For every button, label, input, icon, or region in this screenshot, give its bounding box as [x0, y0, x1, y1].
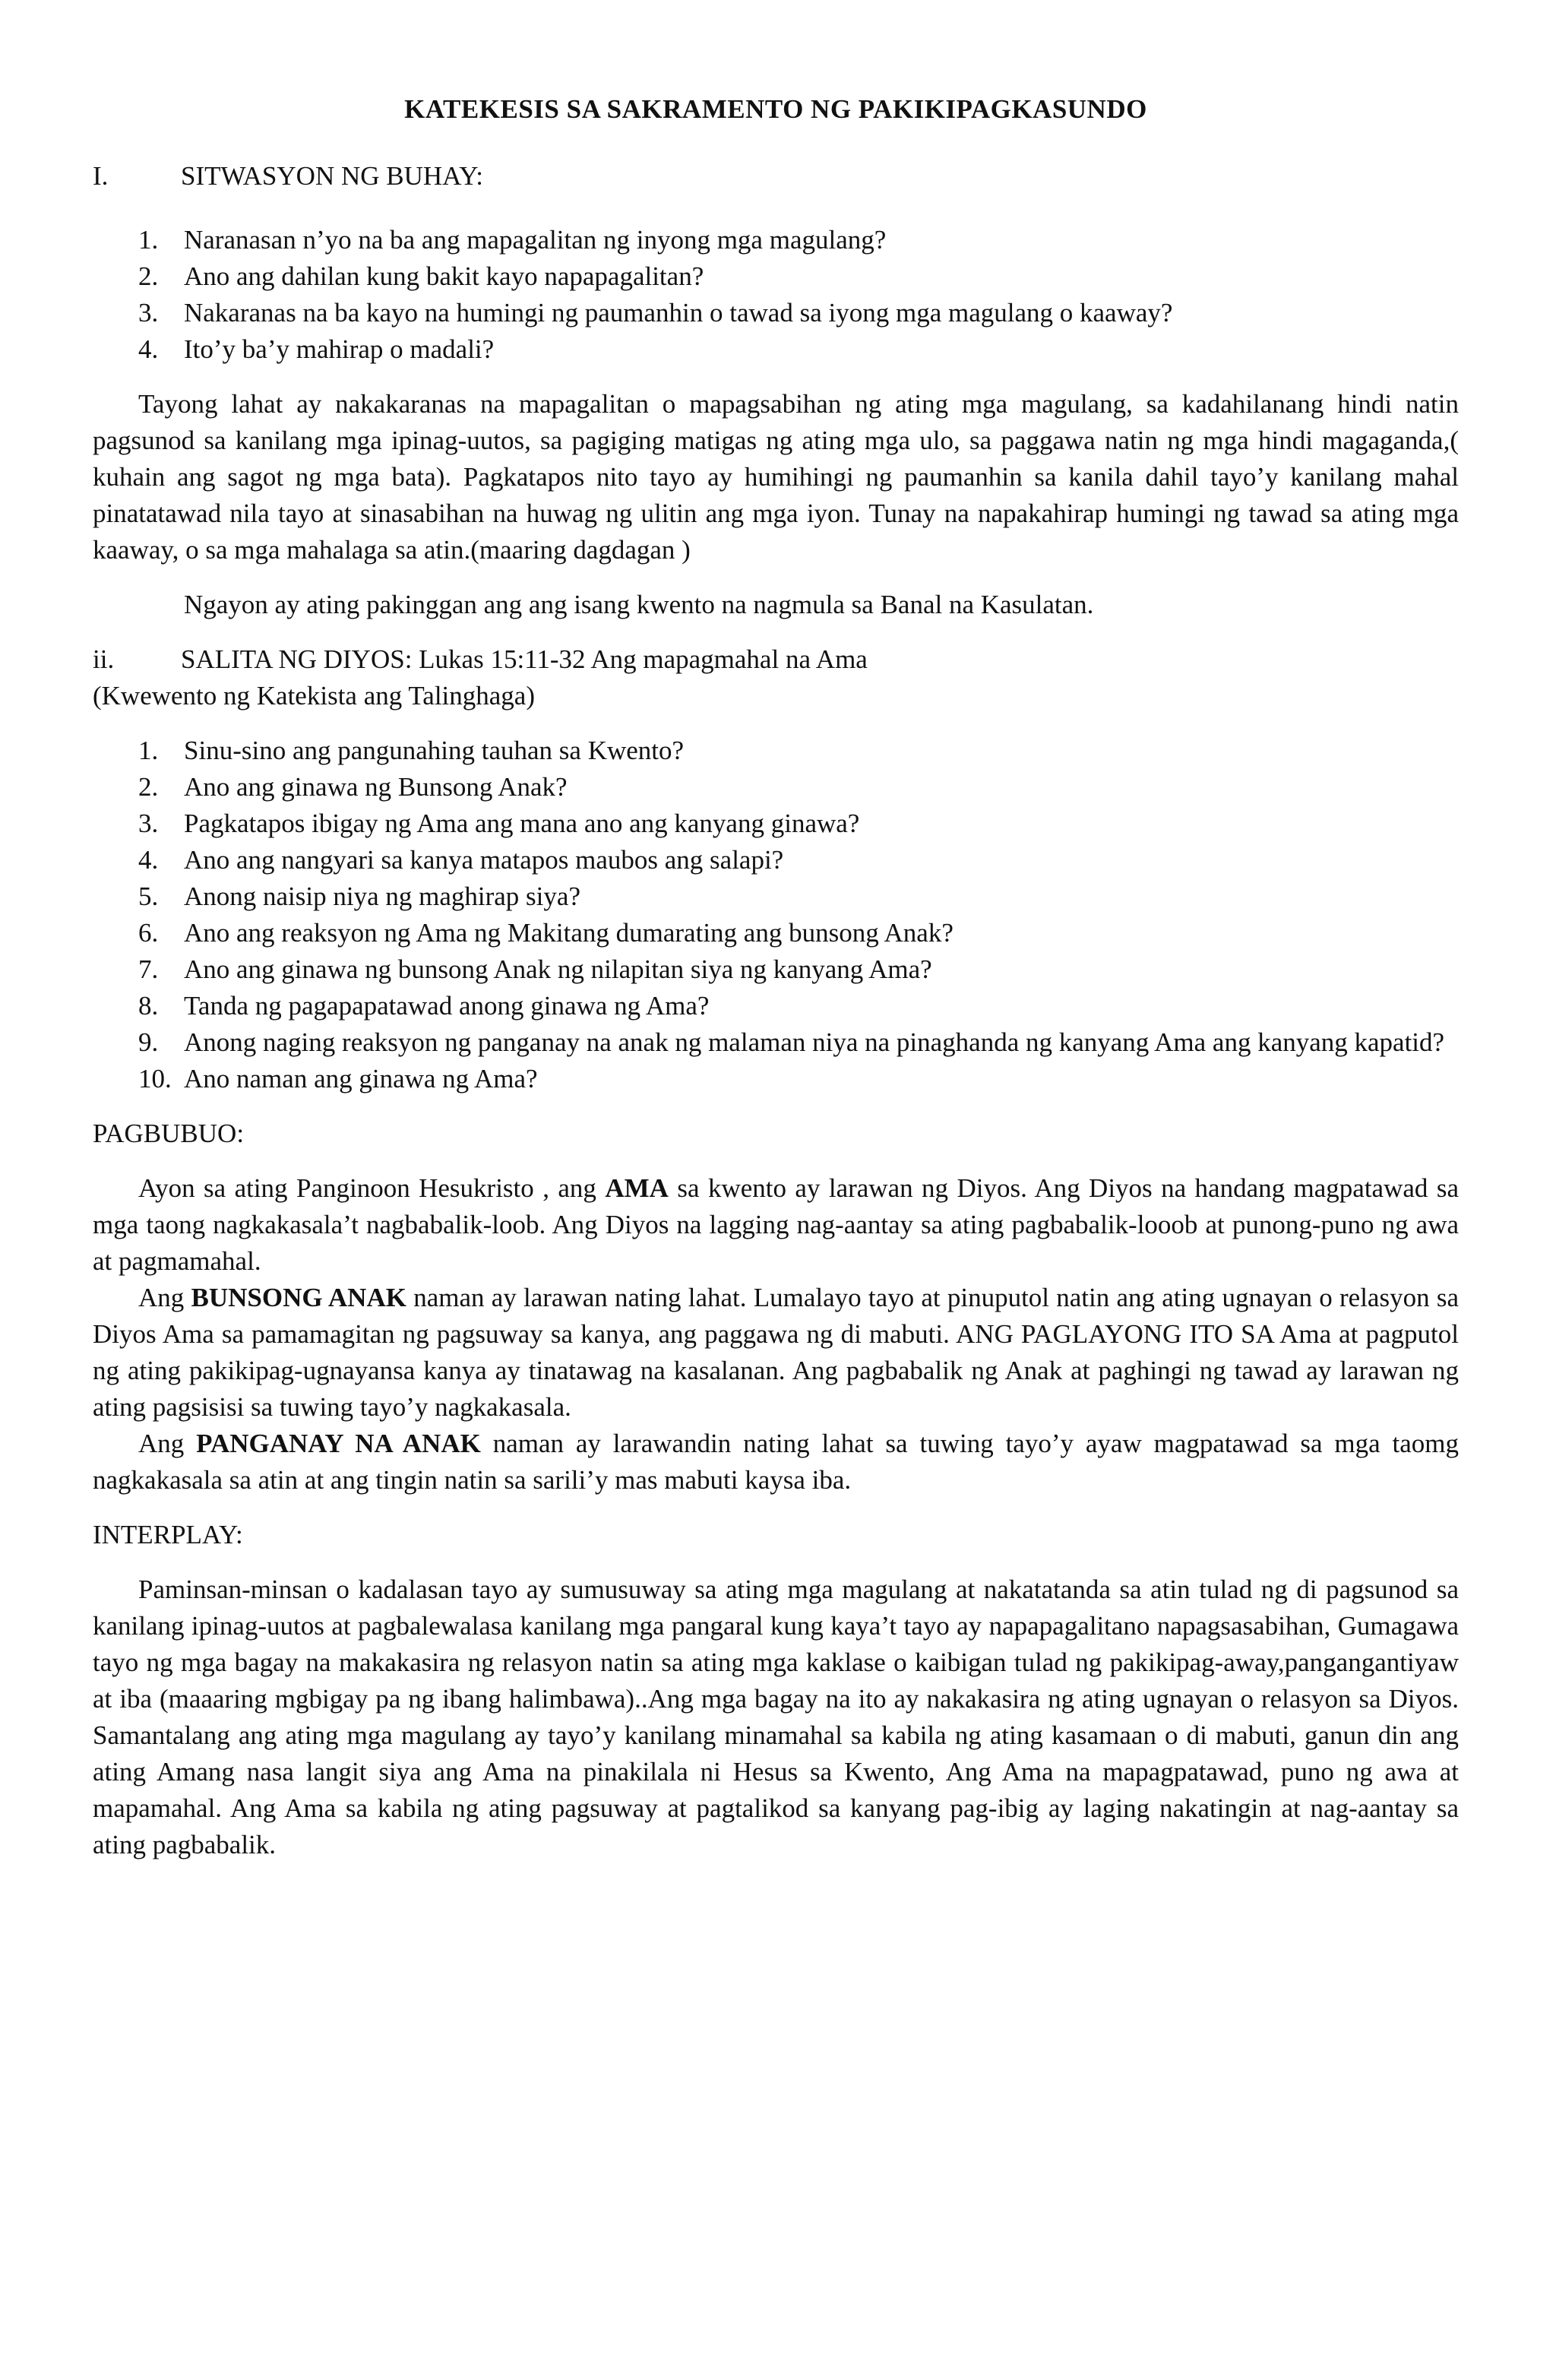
- list-item: [138, 222, 1459, 258]
- paragraph-text: naman ay larawan nating lahat. Lumalayo tayo at pinuputol natin ang ating ugnayan o relasyon sa Diyos Ama sa pamamagitan ng pagsuway sa kanya, ang paggawa ng di mabuti. ANG PAGLAYONG ITO SA Ama at pagputol ng ating pakikipag-ugnayansa kanya ay tinatawag na kasalanan. Ang pagbabalik ng Anak at paghingi ng tawad ay larawan ng ating pagsisisi sa tuwing tayo’y nagkakasala.: [93, 1283, 1459, 1422]
- emphasis-panganay-na-anak: PANGANAY NA ANAK: [196, 1429, 481, 1458]
- paragraph-text: Ang: [138, 1429, 197, 1458]
- list-item: [138, 951, 1459, 988]
- list-text: Naranasan n’yo na ba ang mapagalitan ng inyong mga magulang?: [184, 225, 887, 255]
- list-number: 2.: [138, 772, 159, 802]
- section-2-question-list: [93, 733, 1459, 1097]
- paragraph-text: Ayon sa ating Panginoon Hesukristo , ang: [138, 1173, 606, 1203]
- list-item: [138, 988, 1459, 1024]
- pagbubuo-heading: PAGBUBUO:: [93, 1119, 245, 1148]
- list-text: Pagkatapos ibigay ng Ama ang mana ano ang kanyang ginawa?: [184, 809, 860, 838]
- list-number: 4.: [138, 845, 159, 875]
- list-number: 8.: [138, 991, 159, 1021]
- list-item: [138, 769, 1459, 805]
- section-1-title: SITWASYON NG BUHAY:: [181, 161, 484, 191]
- section-2-title: SALITA NG DIYOS: Lukas 15:11-32 Ang mapagmahal na Ama: [181, 644, 868, 674]
- section-1-transition: Ngayon ay ating pakinggan ang ang isang kwento na nagmula sa Banal na Kasulatan.: [184, 590, 1094, 619]
- list-text: Ano ang reaksyon ng Ama ng Makitang dumarating ang bunsong Anak?: [184, 918, 954, 948]
- list-item: [138, 915, 1459, 951]
- list-item: [138, 331, 1459, 368]
- interplay-heading: INTERPLAY:: [93, 1520, 243, 1549]
- list-text: Ito’y ba’y mahirap o madali?: [184, 334, 495, 364]
- list-number: 1.: [138, 736, 159, 765]
- list-text: Anong naisip niya ng maghirap siya?: [184, 881, 580, 911]
- section-1-question-list: [93, 222, 1459, 368]
- pagbubuo-paragraph-ama: [93, 1170, 1459, 1280]
- list-item: [138, 805, 1459, 842]
- emphasis-bunsong-anak: BUNSONG ANAK: [191, 1283, 406, 1312]
- list-item: [138, 842, 1459, 878]
- list-item: [138, 295, 1459, 331]
- pagbubuo-paragraph-panganay-na-anak: [93, 1426, 1459, 1499]
- list-item: [138, 878, 1459, 915]
- list-number: 4.: [138, 334, 159, 364]
- pagbubuo-paragraph-bunsong-anak: [93, 1280, 1459, 1426]
- list-item: [138, 733, 1459, 769]
- section-2-heading: [93, 641, 1459, 678]
- list-text: Sinu-sino ang pangunahing tauhan sa Kwento?: [184, 736, 685, 765]
- list-number: 3.: [138, 298, 159, 328]
- list-text: Ano ang ginawa ng Bunsong Anak?: [184, 772, 568, 802]
- list-number: 5.: [138, 881, 159, 911]
- list-number: 10.: [138, 1064, 172, 1093]
- list-text: Ano ang ginawa ng bunsong Anak ng nilapitan siya ng kanyang Ama?: [184, 954, 932, 984]
- list-item: [138, 1024, 1459, 1061]
- list-item: [138, 258, 1459, 295]
- paragraph-text: naman ay larawandin nating lahat sa tuwing tayo’y ayaw magpatawad sa mga taomg nagkakasala sa atin at ang tingin natin sa sarili’y mas mabuti kaysa iba.: [93, 1429, 1460, 1495]
- list-text: Ano ang nangyari sa kanya matapos maubos ang salapi?: [184, 845, 784, 875]
- document-title: KATEKESIS SA SAKRAMENTO NG PAKIKIPAGKASUNDO: [404, 94, 1147, 124]
- list-item: [138, 1061, 1459, 1097]
- list-number: 1.: [138, 225, 159, 255]
- paragraph-text: sa kwento ay larawan ng Diyos. Ang Diyos na handang magpatawad sa mga taong nagkakasala’t nagbabalik-loob. Ang Diyos na lagging nag-aantay sa ating pagbabalik-looob at punong-puno ng awa at pagmamahal.: [93, 1173, 1459, 1276]
- interplay-paragraph: Paminsan-minsan o kadalasan tayo ay sumusuway sa ating mga magulang at nakatatanda sa atin tulad ng di pagsunod sa kanilang ipinag-uutos at pagbalewalasa kanilang mga pangaral kung kaya’t tayo ay napapagalitano napagsasabihan, Gumagawa tayo ng mga bagay na makakasira ng relasyon natin sa ating mga kaklase o kaibigan tulad ng pakikipag-away,pangangantiyaw at iba (maaaring mgbigay pa ng ibang halimbawa)..Ang mga bagay na ito ay nakakasira ng ating ugnayan o relasyon sa Diyos. Samantalang ang ating mga magulang ay tayo’y kanilang minamahal sa kabila ng ating kasamaan o di mabuti, ganun din ang ating Amang nasa langit siya ang Ama na pinakilala ni Hesus sa Kwento, Ang Ama na mapagpatawad, puno ng awa at mapamahal. Ang Ama sa kabila ng ating pagsuway at pagtalikod sa kanyang pag-ibig ay laging nakatingin at nag-aantay sa ating pagbabalik.: [93, 1575, 1459, 1859]
- paragraph-text: Ang: [138, 1283, 191, 1312]
- list-text: Anong naging reaksyon ng panganay na anak ng malaman niya na pinaghanda ng kanyang Ama ang kanyang kapatid?: [184, 1027, 1445, 1057]
- section-1-paragraph: Tayong lahat ay nakakaranas na mapagalitan o mapagsabihan ng ating mga magulang, sa kadahilanang hindi natin pagsunod sa kanilang mga ipinag-uutos, sa pagiging matigas ng ating mga ulo, sa paggawa natin ng mga hindi magaganda,( kuhain ang sagot ng mga bata). Pagkatapos nito tayo ay humihingi ng paumanhin sa kanila dahil tayo’y kanilang mahal pinatatawad nila tayo at sinasabihan na huwag ng ulitin ang mga iyon. Tunay na napakahirap humingi ng tawad sa ating mga kaaway, o sa mga mahalaga sa atin.(maaring dagdagan ): [93, 389, 1459, 565]
- list-number: 2.: [138, 261, 159, 291]
- list-number: 7.: [138, 954, 159, 984]
- emphasis-ama: AMA: [605, 1173, 669, 1203]
- list-number: 3.: [138, 809, 159, 838]
- section-2-subheading: (Kwewento ng Katekista ang Talinghaga): [93, 681, 535, 711]
- list-text: Tanda ng pagapapatawad anong ginawa ng Ama?: [184, 991, 710, 1021]
- list-text: Ano naman ang ginawa ng Ama?: [184, 1064, 538, 1093]
- list-number: 9.: [138, 1027, 159, 1057]
- section-2-number: ii.: [93, 644, 115, 674]
- list-text: Nakaranas na ba kayo na humingi ng paumanhin o tawad sa iyong mga magulang o kaaway?: [184, 298, 1173, 328]
- list-text: Ano ang dahilan kung bakit kayo napapagalitan?: [184, 261, 704, 291]
- list-number: 6.: [138, 918, 159, 948]
- section-1-heading: [93, 158, 1459, 195]
- section-1-number: I.: [93, 161, 109, 191]
